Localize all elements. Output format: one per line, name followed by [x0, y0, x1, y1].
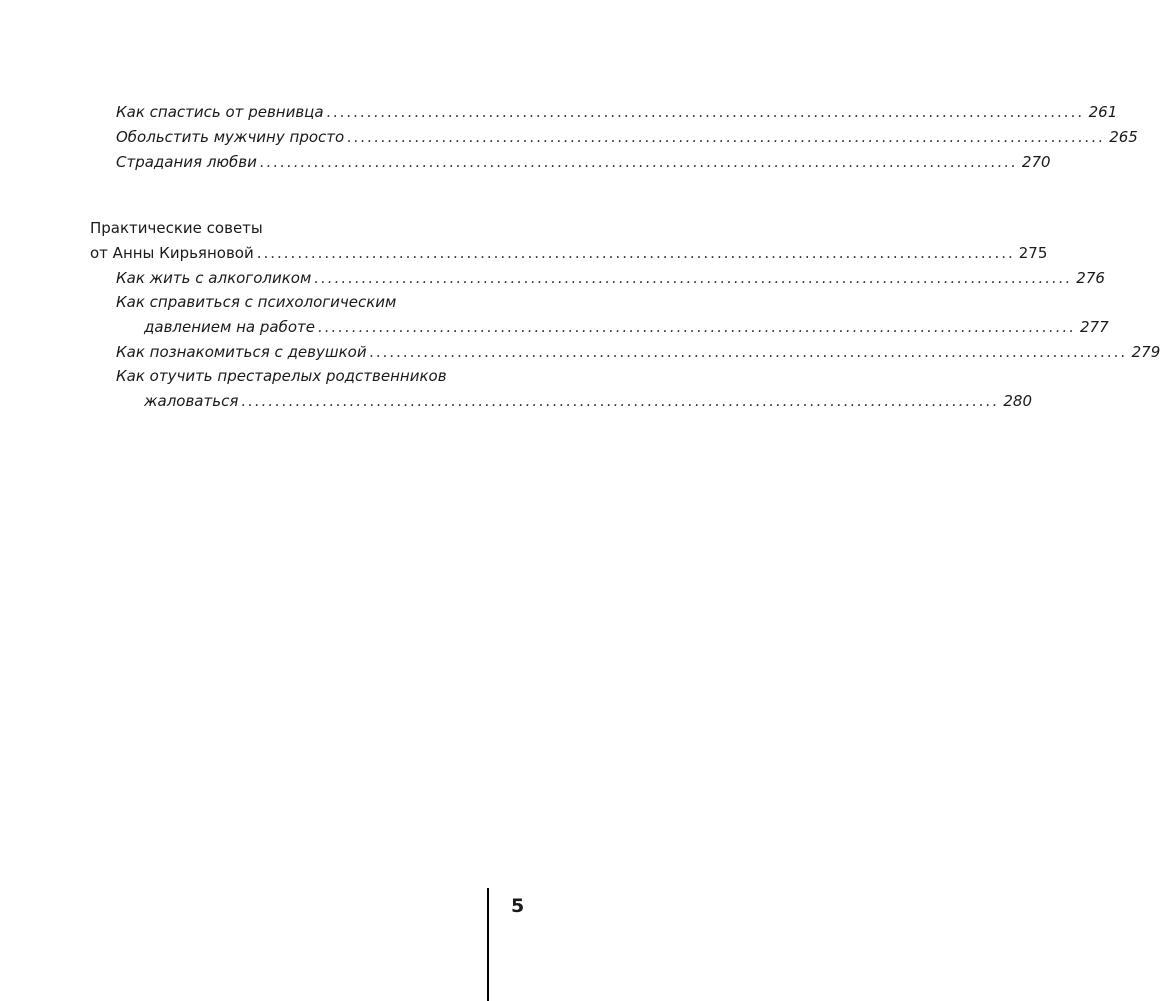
toc-entry-title: Как спастись от ревнивца: [116, 103, 324, 121]
toc-entry-title-line2: жаловаться: [144, 392, 239, 410]
toc-entry[interactable]: [0, 389, 1033, 413]
dot-leader: ................................................................................................................: [326, 103, 1085, 121]
toc-entry-title: Обольстить мужчину просто: [116, 128, 345, 146]
toc-entry[interactable]: [0, 315, 1109, 339]
toc-entry-title-line1: Как отучить престарелых родственников: [116, 367, 447, 385]
dot-leader: ................................................................................................................: [317, 318, 1076, 336]
toc-section-entry[interactable]: [0, 241, 1048, 265]
toc-entry[interactable]: [0, 340, 1160, 364]
dot-leader: ................................................................................................................: [347, 128, 1106, 146]
dot-leader: ................................................................................................................: [256, 244, 1015, 262]
toc-entry-page: 265: [1109, 128, 1138, 146]
toc-entry-page: 280: [1003, 392, 1033, 410]
toc-entry[interactable]: [0, 266, 1105, 290]
toc-section-title-line1: Практические советы: [90, 219, 263, 237]
toc-entry-title: Как познакомиться с девушкой: [116, 343, 367, 361]
toc-entry-line1[interactable]: [0, 364, 632, 388]
toc-entry-page: 261: [1088, 103, 1118, 121]
toc-entry[interactable]: [0, 125, 1138, 149]
toc-entry-page: 277: [1080, 318, 1109, 336]
dot-leader: ................................................................................................................: [241, 392, 1000, 410]
toc-entry-title-line1: Как справиться с психологическим: [116, 293, 397, 311]
dot-leader: ................................................................................................................: [369, 343, 1128, 361]
dot-leader: ................................................................................................................: [259, 153, 1018, 171]
toc-entry-page: 279: [1131, 343, 1160, 361]
toc-section-heading[interactable]: [0, 216, 632, 240]
toc-entry-page: 276: [1076, 269, 1105, 287]
toc-section-title-line2: от Анны Кирьяновой: [90, 244, 254, 262]
toc-entry-page: 270: [1021, 153, 1051, 171]
toc-entry[interactable]: [0, 100, 1118, 124]
dot-leader: ................................................................................................................: [314, 269, 1073, 287]
toc-entry-title-line2: давлением на работе: [144, 318, 315, 336]
toc-section-page: 275: [1018, 244, 1048, 262]
toc-entry[interactable]: [0, 150, 1051, 174]
page-number: 5: [511, 895, 525, 917]
toc-entry-title: Как жить с алкоголиком: [116, 269, 312, 287]
page-number-rule: [487, 888, 489, 1001]
toc-entry-line1[interactable]: [0, 290, 632, 314]
toc-entry-title: Страдания любви: [116, 153, 257, 171]
